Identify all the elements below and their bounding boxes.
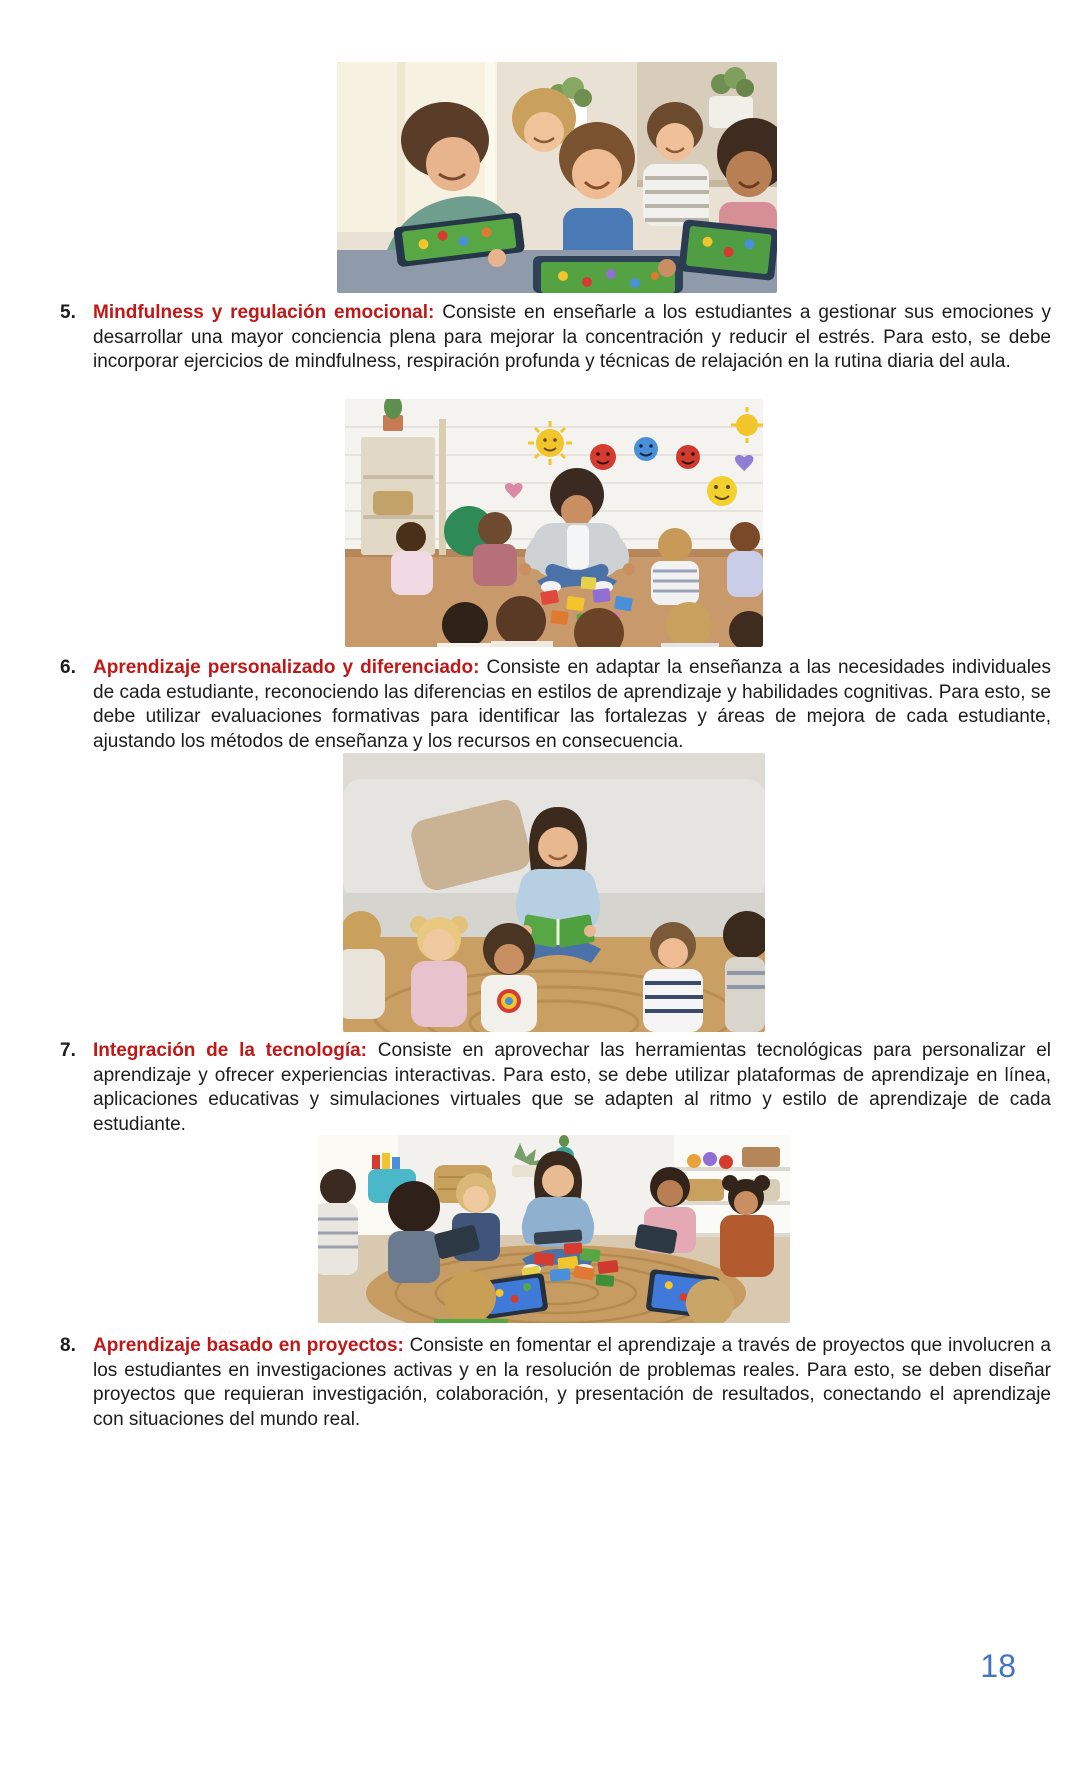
photo-tech-blocks-tablets	[318, 1135, 790, 1323]
list-item-body: Consiste en adaptar la enseñanza a las necesidades individuales de cada estudiante, reconociendo las diferencias en estilos de aprendizaje y habilidades cognitivas. Para esto, se debe utilizar evaluaciones formativas para identificar las fortalezas y áreas de mejora de cada estudiante, ajustando los métodos de enseñanza y los recursos en consecuencia.	[93, 657, 1051, 752]
child-figure	[410, 916, 468, 1027]
list-item-8	[60, 1334, 1051, 1432]
photo-teacher-reading-book	[343, 753, 765, 1032]
list-item-body: Consiste en enseñarle a los estudiantes a gestionar sus emociones y desarrollar una mayor conciencia plena para mejorar la concentración y reducir el estrés. Para esto, se debe incorporar ejercicios de mindfulness, respiración profunda y técnicas de relajación en la rutina diaria del aula.	[93, 302, 1051, 372]
page-number: 18	[980, 1648, 1016, 1684]
list-item-7	[60, 1039, 1051, 1137]
list-item-number: 7.	[60, 1040, 76, 1061]
list-item-title: Aprendizaje basado en proyectos:	[93, 1335, 404, 1356]
basket-icon	[373, 491, 413, 515]
photo-tech-blocks-tablets-art	[318, 1135, 790, 1323]
list-item-body: Consiste en aprovechar las herramientas tecnológicas para personalizar el aprendizaje y ofrecer experiencias interactivas. Para esto, se debe utilizar plataformas de aprendizaje en línea, aplicaciones educativas y simulaciones virtuales que se adapten al ritmo y estilo de aprendizaje de cada estudiante.	[93, 1040, 1052, 1135]
tablet-icon	[678, 219, 777, 281]
crate-icon	[742, 1147, 780, 1167]
list-item-title: Mindfulness y regulación emocional:	[93, 302, 435, 323]
list-item-title: Integración de la tecnología:	[93, 1040, 368, 1061]
basket-icon	[684, 1179, 724, 1201]
list-item-6	[60, 656, 1051, 754]
child-figure	[643, 922, 703, 1032]
photo-children-tablets-game-art	[337, 62, 777, 293]
photo-teacher-reading-book-art	[343, 753, 765, 1032]
list-item-5	[60, 301, 1051, 375]
list-item-title: Aprendizaje personalizado y diferenciado:	[93, 657, 480, 678]
list-item-number: 8.	[60, 1335, 76, 1356]
child-figure	[481, 923, 537, 1032]
list-item-number: 6.	[60, 657, 76, 678]
list-item-body: Consiste en fomentar el aprendizaje a través de proyectos que involucren a los estudiantes en investigaciones activas y en la resolución de problemas reales. Para esto, se deben diseñar proyectos que requieran investigación, colaboración, y presentación de resultados, conectando el aprendizaje con situaciones del mundo real.	[93, 1335, 1051, 1430]
photo-children-tablets-game	[337, 62, 777, 293]
tablet-icon	[533, 256, 683, 293]
list-item-number: 5.	[60, 302, 76, 323]
smiley-face-icon	[590, 444, 616, 470]
smiley-face-icon	[676, 445, 700, 469]
smiley-face-icon	[707, 476, 737, 506]
photo-mindfulness-circle-art	[345, 399, 763, 647]
smiley-face-icon	[634, 437, 658, 461]
photo-mindfulness-circle	[345, 399, 763, 647]
